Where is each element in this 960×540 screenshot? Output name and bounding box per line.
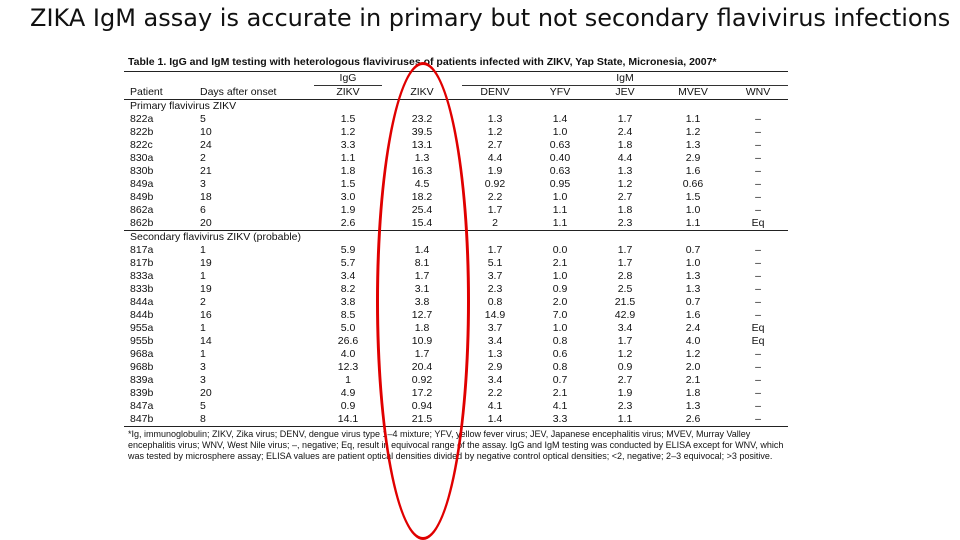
table-cell: 0.0 bbox=[552, 244, 568, 256]
table-row bbox=[124, 322, 788, 335]
table-cell: 2.3 bbox=[617, 217, 633, 229]
table-cell: 2.2 bbox=[487, 191, 503, 203]
table-cell: 2.0 bbox=[685, 361, 701, 373]
table-cell: – bbox=[755, 178, 761, 190]
table-cell: 1.8 bbox=[617, 204, 633, 216]
table-cell: 12.7 bbox=[411, 309, 433, 321]
table-cell: 847a bbox=[130, 400, 154, 412]
table-cell: 3.0 bbox=[340, 191, 356, 203]
table-row bbox=[124, 165, 788, 178]
table-cell: 1.1 bbox=[552, 204, 568, 216]
table-row bbox=[124, 400, 788, 413]
table-cell: 20.4 bbox=[411, 361, 433, 373]
table-cell: – bbox=[755, 152, 761, 164]
table-cell: 1.3 bbox=[487, 348, 503, 360]
table-cell: 2.1 bbox=[685, 374, 701, 386]
col-header-mvev: MVEV bbox=[658, 86, 728, 100]
table-cell: 0.6 bbox=[552, 348, 568, 360]
table-row bbox=[124, 217, 788, 231]
table-cell: 8.2 bbox=[340, 283, 356, 295]
table-caption: Table 1. IgG and IgM testing with heterologous flaviviruses of patients infected with ZIKV, Yap State, Micronesia, 2007* bbox=[124, 54, 788, 72]
table-row bbox=[124, 374, 788, 387]
igg-group-header: IgG bbox=[314, 72, 382, 86]
table-row bbox=[124, 191, 788, 204]
table-cell: 1.1 bbox=[592, 413, 658, 427]
table-cell: 1 bbox=[200, 244, 206, 256]
table-cell: 8.5 bbox=[340, 309, 356, 321]
table-cell: 1 bbox=[345, 374, 351, 386]
table-cell: 0.40 bbox=[549, 152, 571, 164]
table-row bbox=[124, 283, 788, 296]
table-cell: 1.8 bbox=[340, 165, 356, 177]
table-cell: 3 bbox=[200, 361, 206, 373]
table-cell: 1.5 bbox=[340, 113, 356, 125]
table-cell: 3.4 bbox=[617, 322, 633, 334]
table-cell: 2.7 bbox=[617, 191, 633, 203]
table-cell: 1.2 bbox=[487, 126, 503, 138]
table-cell: 7.0 bbox=[552, 309, 568, 321]
table-cell: 1.5 bbox=[340, 178, 356, 190]
table-cell: 1.8 bbox=[617, 139, 633, 151]
table-cell: 4.4 bbox=[617, 152, 633, 164]
table-cell: 1.3 bbox=[685, 139, 701, 151]
table-cell: 10 bbox=[200, 126, 212, 138]
table-cell: 1.5 bbox=[685, 191, 701, 203]
table-row bbox=[124, 309, 788, 322]
table-cell: 4.0 bbox=[685, 335, 701, 347]
table-cell: 1.3 bbox=[617, 165, 633, 177]
table-cell: 3.1 bbox=[414, 283, 430, 295]
table-cell: – bbox=[755, 204, 761, 216]
table-cell: 2.6 bbox=[658, 413, 728, 427]
table-cell: 1.0 bbox=[552, 191, 568, 203]
table-cell: 1.7 bbox=[487, 204, 503, 216]
table-cell: 830a bbox=[130, 152, 154, 164]
table-row bbox=[124, 126, 788, 139]
col-header-patient: Patient bbox=[124, 86, 194, 100]
table-cell: – bbox=[755, 374, 761, 386]
table-cell: 0.8 bbox=[552, 361, 568, 373]
slide-title: ZIKA IgM assay is accurate in primary but not secondary flavivirus infections bbox=[30, 4, 951, 32]
table-cell: – bbox=[755, 244, 761, 256]
table-row bbox=[124, 152, 788, 165]
table-cell: 862a bbox=[130, 204, 154, 216]
table-cell: 13.1 bbox=[411, 139, 433, 151]
table-cell: 847b bbox=[124, 413, 194, 427]
table-cell: 0.9 bbox=[552, 283, 568, 295]
table-cell: – bbox=[728, 413, 788, 427]
col-header-days: Days after onset bbox=[194, 86, 314, 100]
table-cell: – bbox=[755, 113, 761, 125]
col-header-denv: DENV bbox=[462, 86, 528, 100]
table-cell: – bbox=[755, 309, 761, 321]
igm-group-header: IgM bbox=[462, 72, 788, 86]
table-cell: 6 bbox=[200, 204, 206, 216]
table-cell: 1.7 bbox=[617, 244, 633, 256]
table-cell: – bbox=[755, 361, 761, 373]
table-cell: 2.2 bbox=[487, 387, 503, 399]
table-cell: 1.6 bbox=[685, 165, 701, 177]
table-cell: 3 bbox=[200, 178, 206, 190]
table-cell: 5 bbox=[200, 400, 206, 412]
table-cell: 0.92 bbox=[411, 374, 433, 386]
table-row bbox=[124, 348, 788, 361]
table-cell: 2.3 bbox=[487, 283, 503, 295]
group-header-row bbox=[124, 72, 788, 86]
table-cell: 19 bbox=[200, 283, 212, 295]
table-cell: 1 bbox=[200, 270, 206, 282]
table-cell: 2.9 bbox=[487, 361, 503, 373]
table-cell: 3.3 bbox=[528, 413, 592, 427]
table-cell: 1.4 bbox=[414, 244, 430, 256]
table-cell: 3.4 bbox=[340, 270, 356, 282]
table-cell: 1.0 bbox=[552, 322, 568, 334]
table-cell: 1.7 bbox=[617, 335, 633, 347]
table-cell: 3.8 bbox=[414, 296, 430, 308]
table-cell: Eq bbox=[751, 335, 765, 347]
table-cell: 0.63 bbox=[549, 165, 571, 177]
table-cell: 1.1 bbox=[685, 113, 701, 125]
table-cell: 844a bbox=[130, 296, 154, 308]
table-cell: 1.8 bbox=[414, 322, 430, 334]
table-cell: 2.9 bbox=[685, 152, 701, 164]
table-footnote: *Ig, immunoglobulin; ZIKV, Zika virus; DENV, dengue virus type 1–4 mixture; YFV, yellow fever virus; JEV, Japanese encephalitis virus; MVEV, Murray Valley encephalitis virus; WNV, West Nile virus; –, negative; Eq, result in equivocal range of the assay. IgG and IgM testing was conducted by ELISA except for WNV, which was tested by microsphere assay; ELISA values are patient optical densities divided by negative control optical densities; <2, negative; 2–3 equivocal; >3 positive. bbox=[128, 429, 784, 461]
table-cell: 1.0 bbox=[552, 126, 568, 138]
table-cell: 25.4 bbox=[411, 204, 433, 216]
table-cell: 4.1 bbox=[552, 400, 568, 412]
table-cell: 24 bbox=[200, 139, 212, 151]
table-cell: 2.8 bbox=[617, 270, 633, 282]
table-cell: 21.5 bbox=[382, 413, 462, 427]
table-cell: – bbox=[755, 165, 761, 177]
table-row bbox=[124, 335, 788, 348]
table-cell: 18 bbox=[200, 191, 212, 203]
primary-section-label-row bbox=[124, 100, 788, 114]
table-cell: 1 bbox=[200, 348, 206, 360]
table-cell: 2.7 bbox=[617, 374, 633, 386]
table-cell: 0.9 bbox=[617, 361, 633, 373]
table-cell: 0.7 bbox=[685, 244, 701, 256]
table-cell: 3.7 bbox=[487, 270, 503, 282]
table-cell: 16 bbox=[200, 309, 212, 321]
table-cell: 20 bbox=[200, 387, 212, 399]
table-cell: 0.7 bbox=[685, 296, 701, 308]
table-cell: 830b bbox=[130, 165, 154, 177]
table-cell: 1.1 bbox=[340, 152, 356, 164]
table-cell: 968b bbox=[130, 361, 154, 373]
table-row bbox=[124, 244, 788, 257]
table-cell: 0.8 bbox=[552, 335, 568, 347]
table-cell: 1.0 bbox=[685, 204, 701, 216]
table-cell: – bbox=[755, 283, 761, 295]
col-header-yfv: YFV bbox=[528, 86, 592, 100]
table-cell: 2.6 bbox=[340, 217, 356, 229]
table-cell: 1.2 bbox=[340, 126, 356, 138]
table-cell: 1.2 bbox=[685, 126, 701, 138]
table-cell: 968a bbox=[130, 348, 154, 360]
table-cell: 17.2 bbox=[411, 387, 433, 399]
table-cell: 1.7 bbox=[617, 257, 633, 269]
table-cell: 1.1 bbox=[685, 217, 701, 229]
table-cell: 4.1 bbox=[487, 400, 503, 412]
table-cell: 2 bbox=[200, 296, 206, 308]
table-cell: 5.7 bbox=[340, 257, 356, 269]
table-row bbox=[124, 139, 788, 152]
table-cell: 1.6 bbox=[685, 309, 701, 321]
table-cell: 4.0 bbox=[340, 348, 356, 360]
table-cell: 26.6 bbox=[337, 335, 359, 347]
table-cell: 2.7 bbox=[487, 139, 503, 151]
table-cell: – bbox=[755, 400, 761, 412]
table-cell: 1.2 bbox=[685, 348, 701, 360]
table-cell: 1.7 bbox=[487, 244, 503, 256]
table-cell: 0.63 bbox=[549, 139, 571, 151]
table-cell: Eq bbox=[751, 217, 765, 229]
col-header-igg-zikv: ZIKV bbox=[314, 86, 382, 100]
table-cell: 1 bbox=[200, 322, 206, 334]
table-cell: – bbox=[755, 257, 761, 269]
table-cell: – bbox=[755, 126, 761, 138]
table-cell: 5.0 bbox=[340, 322, 356, 334]
table-row bbox=[124, 178, 788, 191]
table-cell: 5.9 bbox=[340, 244, 356, 256]
table-cell: 10.9 bbox=[411, 335, 433, 347]
table-cell: 1.2 bbox=[617, 178, 633, 190]
table-cell: – bbox=[755, 191, 761, 203]
table-cell: – bbox=[755, 387, 761, 399]
table-cell: 1.0 bbox=[685, 257, 701, 269]
table-cell: 18.2 bbox=[411, 191, 433, 203]
table-cell: 3.8 bbox=[340, 296, 356, 308]
table-cell: 1.9 bbox=[340, 204, 356, 216]
table-cell: 16.3 bbox=[411, 165, 433, 177]
table-cell: 3 bbox=[200, 374, 206, 386]
table-cell: 5.1 bbox=[487, 257, 503, 269]
table-cell: 822a bbox=[130, 113, 154, 125]
table-cell: 1.3 bbox=[487, 113, 503, 125]
table-cell: 822c bbox=[130, 139, 153, 151]
table-cell: 1.3 bbox=[685, 270, 701, 282]
table-cell: 14 bbox=[200, 335, 212, 347]
table-row bbox=[124, 296, 788, 309]
table-cell: – bbox=[755, 296, 761, 308]
table-cell: 39.5 bbox=[411, 126, 433, 138]
table-cell: 2.4 bbox=[617, 126, 633, 138]
table-cell: 2 bbox=[492, 217, 498, 229]
table-cell: 1.7 bbox=[414, 348, 430, 360]
table-cell: 1.8 bbox=[685, 387, 701, 399]
table-cell: 0.8 bbox=[487, 296, 503, 308]
table-row bbox=[124, 361, 788, 374]
table-cell: 1.3 bbox=[685, 283, 701, 295]
column-header-row bbox=[124, 86, 788, 100]
table-cell: 1.4 bbox=[552, 113, 568, 125]
table-cell: 817b bbox=[130, 257, 154, 269]
table-cell: 0.94 bbox=[411, 400, 433, 412]
table-cell: 0.95 bbox=[549, 178, 571, 190]
table-cell: 1.4 bbox=[462, 413, 528, 427]
table-cell: 20 bbox=[200, 217, 212, 229]
table-cell: 21 bbox=[200, 165, 212, 177]
table-cell: 2.0 bbox=[552, 296, 568, 308]
table-cell: 955a bbox=[130, 322, 154, 334]
table-cell: 862b bbox=[130, 217, 154, 229]
table-cell: 0.92 bbox=[484, 178, 506, 190]
table-cell: 1.2 bbox=[617, 348, 633, 360]
table-cell: – bbox=[755, 348, 761, 360]
table-cell: Eq bbox=[751, 322, 765, 334]
table-cell: 2.3 bbox=[617, 400, 633, 412]
table-cell: 4.4 bbox=[487, 152, 503, 164]
table-row bbox=[124, 270, 788, 283]
table-cell: 2.1 bbox=[552, 387, 568, 399]
table-cell: – bbox=[755, 270, 761, 282]
table-cell: 4.5 bbox=[414, 178, 430, 190]
table-cell: 2.1 bbox=[552, 257, 568, 269]
table-cell: 0.66 bbox=[682, 178, 704, 190]
table-row bbox=[124, 204, 788, 217]
secondary-section-label: Secondary flavivirus ZIKV (probable) bbox=[124, 231, 788, 245]
table-cell: 8.1 bbox=[414, 257, 430, 269]
table-cell: 14.9 bbox=[484, 309, 506, 321]
table-row bbox=[124, 113, 788, 126]
table-cell: 833b bbox=[130, 283, 154, 295]
table-cell: 5 bbox=[200, 113, 206, 125]
results-table bbox=[124, 72, 788, 427]
table-cell: 817a bbox=[130, 244, 154, 256]
table-row bbox=[124, 413, 788, 427]
table-cell: 12.3 bbox=[337, 361, 359, 373]
table-cell: 15.4 bbox=[411, 217, 433, 229]
table-cell: 4.9 bbox=[340, 387, 356, 399]
table-cell: 849b bbox=[130, 191, 154, 203]
results-table-figure bbox=[124, 54, 788, 464]
table-cell: 23.2 bbox=[411, 113, 433, 125]
table-cell: 849a bbox=[130, 178, 154, 190]
table-cell: 14.1 bbox=[314, 413, 382, 427]
table-cell: 2.4 bbox=[685, 322, 701, 334]
table-cell: 2.5 bbox=[617, 283, 633, 295]
table-cell: 833a bbox=[130, 270, 154, 282]
table-cell: – bbox=[755, 139, 761, 151]
secondary-section-label-row bbox=[124, 231, 788, 245]
table-cell: 839a bbox=[130, 374, 154, 386]
table-cell: 3.3 bbox=[340, 139, 356, 151]
primary-section-label: Primary flavivirus ZIKV bbox=[130, 100, 237, 112]
table-cell: 1.0 bbox=[552, 270, 568, 282]
table-cell: 1.1 bbox=[552, 217, 568, 229]
table-cell: 1.3 bbox=[414, 152, 430, 164]
col-header-wnv: WNV bbox=[728, 86, 788, 100]
table-cell: 0.9 bbox=[340, 400, 356, 412]
col-header-jev: JEV bbox=[592, 86, 658, 100]
table-cell: 0.7 bbox=[552, 374, 568, 386]
table-cell: 2 bbox=[200, 152, 206, 164]
table-cell: 3.7 bbox=[487, 322, 503, 334]
table-cell: 1.7 bbox=[617, 113, 633, 125]
table-cell: 822b bbox=[130, 126, 154, 138]
table-cell: 19 bbox=[200, 257, 212, 269]
table-cell: 1.9 bbox=[487, 165, 503, 177]
table-cell: 3.4 bbox=[487, 335, 503, 347]
table-row bbox=[124, 257, 788, 270]
col-header-igm-zikv: ZIKV bbox=[382, 86, 462, 100]
table-cell: 1.3 bbox=[685, 400, 701, 412]
table-cell: 1.7 bbox=[414, 270, 430, 282]
table-row bbox=[124, 387, 788, 400]
table-cell: 8 bbox=[194, 413, 314, 427]
table-cell: 955b bbox=[130, 335, 154, 347]
table-cell: 1.9 bbox=[617, 387, 633, 399]
table-cell: 3.4 bbox=[487, 374, 503, 386]
table-cell: 839b bbox=[130, 387, 154, 399]
table-cell: 21.5 bbox=[614, 296, 636, 308]
table-cell: 42.9 bbox=[614, 309, 636, 321]
table-cell: 844b bbox=[130, 309, 154, 321]
